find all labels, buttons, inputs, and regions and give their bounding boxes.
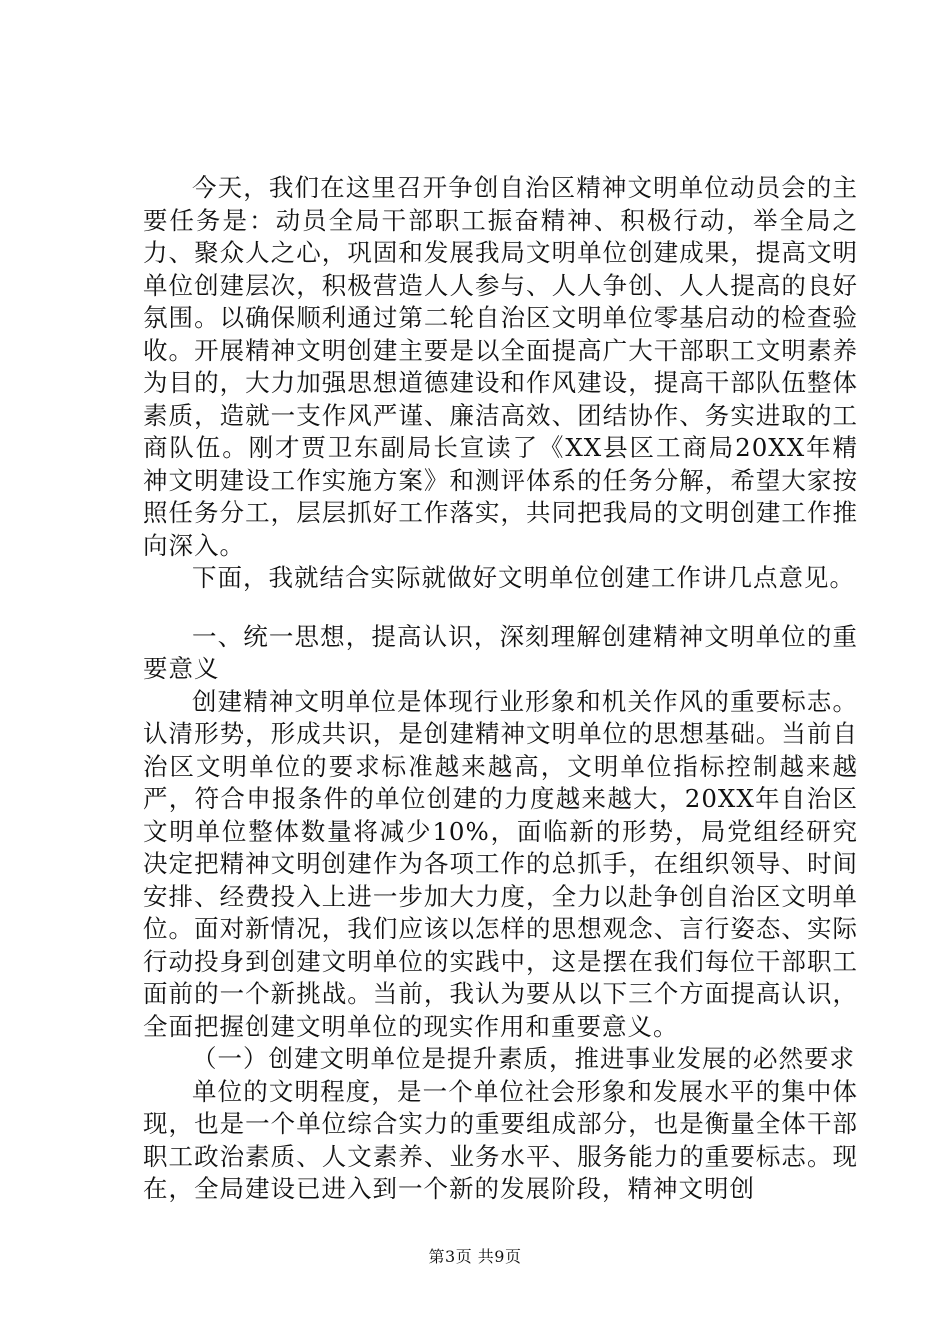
page-number-footer: 第3页 共9页 [428,1247,522,1266]
document-body [143,172,858,1206]
paragraph-subsection-1: 单位的文明程度，是一个单位社会形象和发展水平的集中体现，也是一个单位综合实力的重要组成部分，也是衡量全体干部职工政治素质、人文素养、业务水平、服务能力的重要标志。现在，全局建设已进入到一个新的发展阶段，精神文明创 [143,1076,858,1203]
paragraph-transition: 下面，我就结合实际就做好文明单位创建工作讲几点意见。 [192,563,855,592]
paragraph-intro: 今天，我们在这里召开争创自治区精神文明单位动员会的主要任务是：动员全局干部职工振奋精神、积极行动，举全局之力、聚众人之心，巩固和发展我局文明单位创建成果，提高文明单位创建层次，积极营造人人参与、人人争创、人人提高的良好氛围。以确保顺利通过第二轮自治区文明单位零基启动的检查验收。开展精神文明创建主要是以全面提高广大干部职工文明素养为目的，大力加强思想道德建设和作风建设，提高干部队伍整体素质，造就一支作风严谨、廉洁高效、团结协作、务实进取的工商队伍。刚才贾卫东副局长宣读了《XX县区工商局20XX年精神文明建设工作实施方案》和测评体系的任务分解，希望大家按照任务分工，层层抓好工作落实，共同把我局的文明创建工作推向深入。 [143,173,858,560]
subsection-heading-1: （一）创建文明单位是提升素质，推进事业发展的必然要求 [192,1044,855,1073]
paragraph-section-1: 创建精神文明单位是体现行业形象和机关作风的重要标志。认清形势，形成共识，是创建精神文明单位的思想基础。当前自治区文明单位的要求标准越来越高，文明单位指标控制越来越严，符合申报条件的单位创建的力度越来越大，20XX年自治区文明单位整体数量将减少10%，面临新的形势，局党组经研究决定把精神文明创建作为各项工作的总抓手，在组织领导、时间安排、经费投入上进一步加大力度，全力以赴争创自治区文明单位。面对新情况，我们应该以怎样的思想观念、言行姿态、实际行动投身到创建文明单位的实践中，这是摆在我们每位干部职工面前的一个新挑战。当前，我认为要从以下三个方面提高认识，全面把握创建文明单位的现实作用和重要意义。 [143,686,858,1041]
section-heading-1: 一、统一思想，提高认识，深刻理解创建精神文明单位的重要意义 [143,621,858,683]
